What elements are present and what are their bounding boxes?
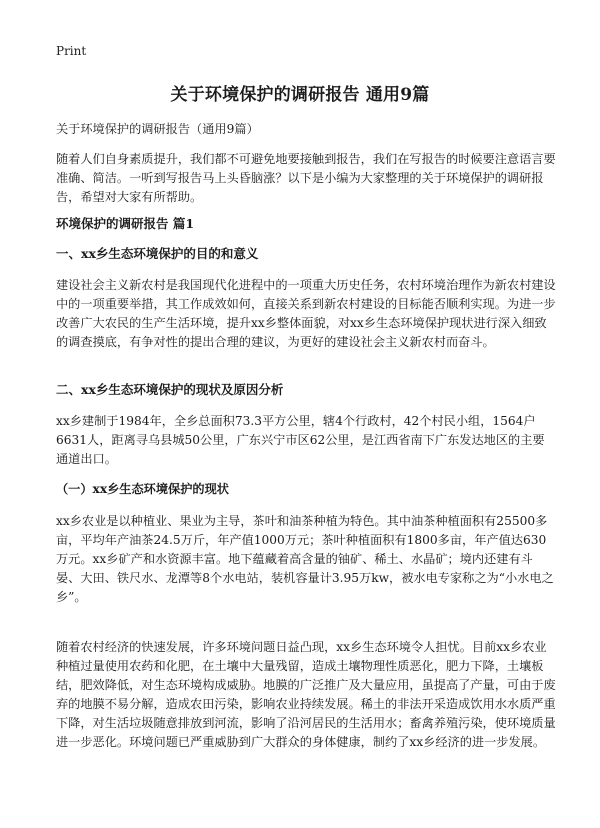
section1-paragraph: 建设社会主义新农村是我国现代化进程中的一项重大历史任务，农村环境治理作为新农村建设中的一项重要举措，其工作成效如何，直接关系到新农村建设的目标能否顺利实现。为进一步改善广大农民的生产生活环境，提升xx乡整体面貌，对xx乡生态环境保护现状进行深入细致的调查摸底，有争对性的提出合理的建议，为更好的建设社会主义新农村而奋斗。 [56, 278, 556, 349]
intro-paragraph: 随着人们自身素质提升，我们都不可避免地要接触到报告，我们在写报告的时候要注意语言要准确、简洁。一听到写报告马上头昏脑涨？以下是小编为大家整理的关于环境保护的调研报告，希望对大家有所帮助。 [56, 152, 556, 204]
section2-paragraph: xx乡建制于1984年，全乡总面积73.3平方公里，辖4个行政村，42个村民小组，1564户6631人，距离寻乌县城50公里，广东兴宁市区62公里，是江西省南下广东发达地区的主要通道出口。 [56, 414, 545, 466]
section2-heading: 二、xx乡生态环境保护的现状及原因分析 [56, 382, 284, 397]
subsection1-paragraph-2: 随着农村经济的快速发展，许多环境问题日益凸现，xx乡生态环境令人担忧。目前xx乡农业种植过量使用农药和化肥，在土壤中大量残留，造成土壤物理性质恶化，肥力下降，土壤板结，肥效降低，对生态环境构成威胁。地膜的广泛推广及大量应用，虽提高了产量，可由于废弃的地膜不易分解，造成农田污染，影响农业持续发展。稀土的非法开采造成饮用水水质严重下降，对生活垃圾随意排放到河流，影响了沿河居民的生活用水；畜禽养殖污染，使环境质量进一步恶化。环境问题已严重威胁到广大群众的身体健康，制约了xx乡经济的进一步发展。 [56, 640, 556, 749]
page-title: 关于环境保护的调研报告 通用9篇 [170, 85, 430, 105]
document-subtitle: 关于环境保护的调研报告（通用9篇） [56, 122, 259, 136]
print-link[interactable]: Print [56, 44, 87, 58]
part-heading: 环境保护的调研报告 篇1 [56, 216, 195, 231]
subsection1-paragraph: xx乡农业是以种植业、果业为主导，茶叶和油茶种植为特色。其中油茶种植面积有25500多亩，平均年产油茶24.5万斤，年产值1000万元；茶叶种植面积有1800多亩，年产值达630万元。xx乡矿产和水资源丰富。地下蕴藏着高含量的铀矿、稀土、水晶矿；境内还建有斗晏、大田、铁尺水、龙潭等8个水电站，装机容量计3.95万kw，被水电专家称之为“小水电之乡”。 [56, 514, 554, 604]
subsection1-heading: （一）xx乡生态环境保护的现状 [56, 482, 229, 496]
section1-heading: 一、xx乡生态环境保护的目的和意义 [56, 246, 259, 261]
